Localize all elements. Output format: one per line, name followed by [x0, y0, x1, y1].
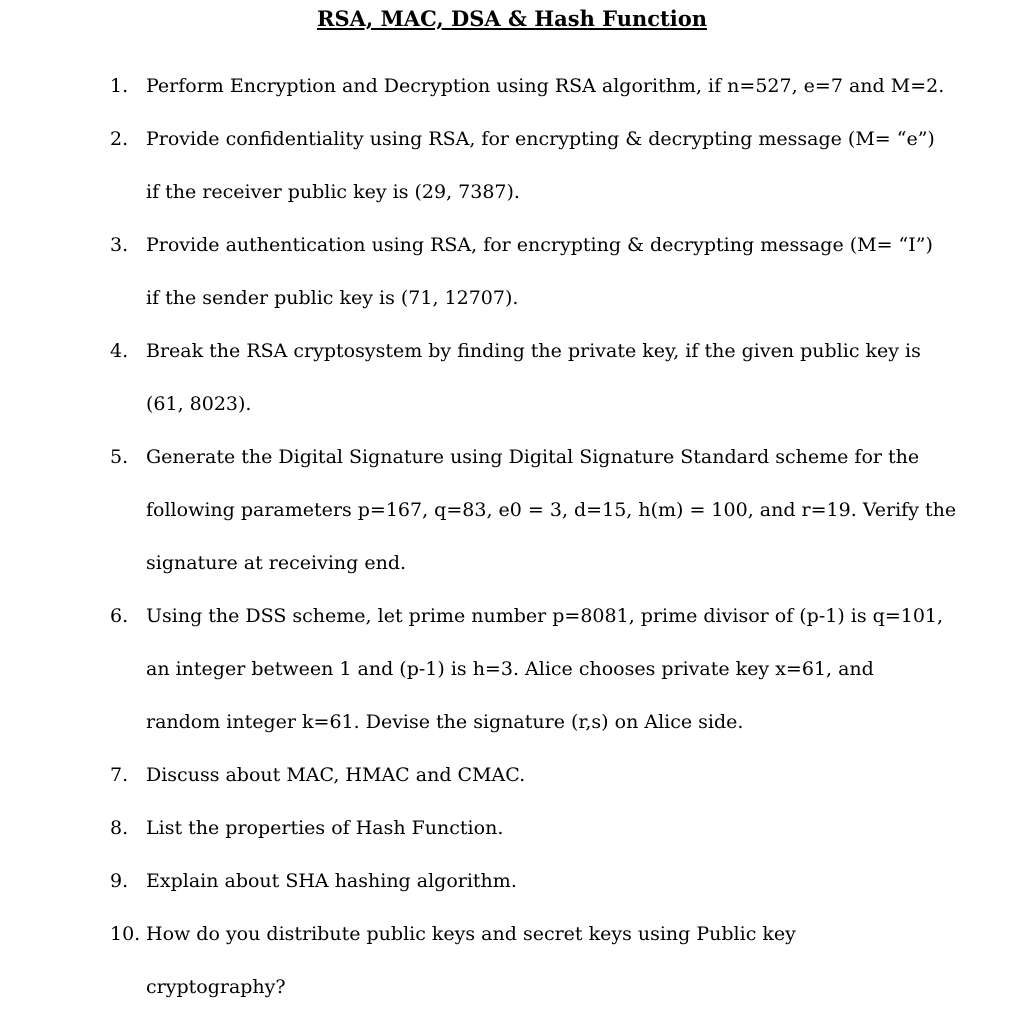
question-number: 6. — [110, 605, 129, 627]
question-number: 10. — [110, 923, 141, 945]
question-number: 1. — [110, 75, 129, 97]
question-line: Break the RSA cryptosystem by finding the private key, if the given public key is — [146, 340, 921, 362]
question-number: 8. — [110, 817, 129, 839]
question-line: How do you distribute public keys and secret keys using Public key — [146, 923, 796, 945]
question-line: following parameters p=167, q=83, e0 = 3, d=15, h(m) = 100, and r=19. Verify the — [146, 499, 957, 521]
question-line: signature at receiving end. — [146, 552, 407, 574]
question-5 — [0, 431, 1024, 590]
question-9 — [0, 855, 1024, 908]
question-number: 7. — [110, 764, 129, 786]
question-7 — [0, 749, 1024, 802]
question-4 — [0, 325, 1024, 431]
question-list — [0, 60, 1024, 1014]
question-line: Generate the Digital Signature using Digital Signature Standard scheme for the — [146, 446, 920, 468]
question-6 — [0, 590, 1024, 749]
question-1 — [0, 60, 1024, 113]
question-number: 3. — [110, 234, 129, 256]
page-title: RSA, MAC, DSA & Hash Function — [317, 6, 707, 31]
question-line: Provide confidentiality using RSA, for encrypting & decrypting message (M= “e”) — [146, 128, 935, 150]
question-number: 4. — [110, 340, 129, 362]
question-number: 5. — [110, 446, 129, 468]
question-line: List the properties of Hash Function. — [146, 817, 504, 839]
question-line: if the sender public key is (71, 12707). — [146, 287, 519, 309]
question-number: 2. — [110, 128, 129, 150]
question-line: Perform Encryption and Decryption using RSA algorithm, if n=527, e=7 and M=2. — [146, 75, 945, 97]
question-line: an integer between 1 and (p-1) is h=3. Alice chooses private key x=61, and — [146, 658, 874, 680]
question-line: cryptography? — [146, 976, 286, 998]
question-line: if the receiver public key is (29, 7387). — [146, 181, 520, 203]
question-line: Provide authentication using RSA, for encrypting & decrypting message (M= “I”) — [146, 234, 933, 256]
question-line: Explain about SHA hashing algorithm. — [146, 870, 517, 892]
question-2 — [0, 113, 1024, 219]
question-number: 9. — [110, 870, 129, 892]
question-3 — [0, 219, 1024, 325]
question-10 — [0, 908, 1024, 1014]
question-line: Using the DSS scheme, let prime number p=8081, prime divisor of (p-1) is q=101, — [146, 605, 944, 627]
question-line: Discuss about MAC, HMAC and CMAC. — [146, 764, 526, 786]
question-line: (61, 8023). — [146, 393, 252, 415]
question-line: random integer k=61. Devise the signature (r,s) on Alice side. — [146, 711, 744, 733]
question-8 — [0, 802, 1024, 855]
